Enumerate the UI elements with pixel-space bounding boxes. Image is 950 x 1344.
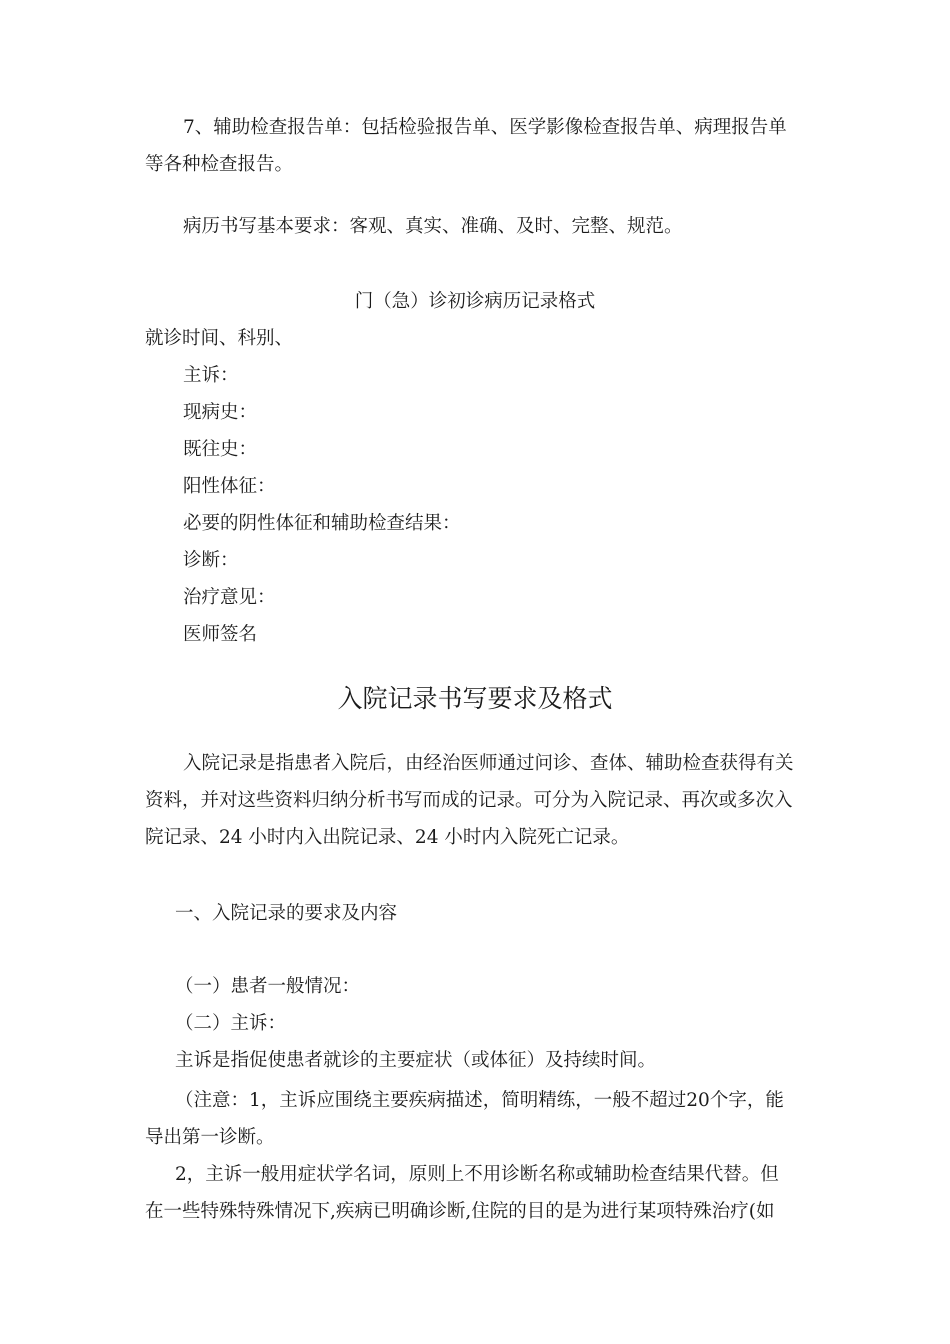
- field-diagnosis: 诊断：: [183, 550, 239, 571]
- note1-line-2: 导出第一诊断。: [145, 1127, 275, 1148]
- field-present-illness: 现病史：: [183, 402, 258, 423]
- basic-requirements: 病历书写基本要求：客观、真实、准确、及时、完整、规范。: [183, 216, 683, 237]
- note2-line-1: 2，主诉一般用症状学名词，原则上不用诊断名称或辅助检查结果代替。但: [175, 1164, 779, 1185]
- field-negative-signs: 必要的阴性体征和辅助检查结果：: [183, 513, 461, 534]
- note1-line-1: （注意：1，主诉应围绕主要疾病描述，简明精练，一般不超过20个字，能: [175, 1090, 784, 1111]
- admission-title: 入院记录书写要求及格式: [337, 684, 613, 713]
- field-past-history: 既往史：: [183, 439, 258, 460]
- subsection-chief-complaint: （二）主诉：: [175, 1013, 287, 1034]
- section1-heading: 一、入院记录的要求及内容: [175, 903, 398, 924]
- admission-intro-line-2: 资料，并对这些资料归纳分析书写而成的记录。可分为入院记录、再次或多次入: [145, 790, 793, 811]
- item7-line-1: 7、辅助检查报告单：包括检验报告单、医学影像检查报告单、病理报告单: [183, 117, 787, 138]
- field-treatment: 治疗意见：: [183, 587, 276, 608]
- admission-intro-line-3: 院记录、24 小时内入出院记录、24 小时内入院死亡记录。: [145, 827, 630, 848]
- field-visit-time: 就诊时间、科别、: [145, 328, 294, 349]
- note2-line-2: 在一些特殊特殊情况下,疾病已明确诊断,住院的目的是为进行某项特殊治疗(如: [145, 1201, 775, 1222]
- admission-intro-line-1: 入院记录是指患者入院后，由经治医师通过问诊、查体、辅助检查获得有关: [183, 753, 794, 774]
- field-positive-signs: 阳性体征：: [183, 476, 276, 497]
- item7-line-2: 等各种检查报告。: [145, 154, 294, 175]
- subsection-general-info: （一）患者一般情况：: [175, 976, 361, 997]
- field-signature: 医师签名: [183, 624, 258, 645]
- outpatient-heading: 门（急）诊初诊病历记录格式: [354, 291, 596, 312]
- field-chief-complaint: 主诉：: [183, 365, 239, 386]
- complaint-definition: 主诉是指促使患者就诊的主要症状（或体征）及持续时间。: [175, 1050, 657, 1071]
